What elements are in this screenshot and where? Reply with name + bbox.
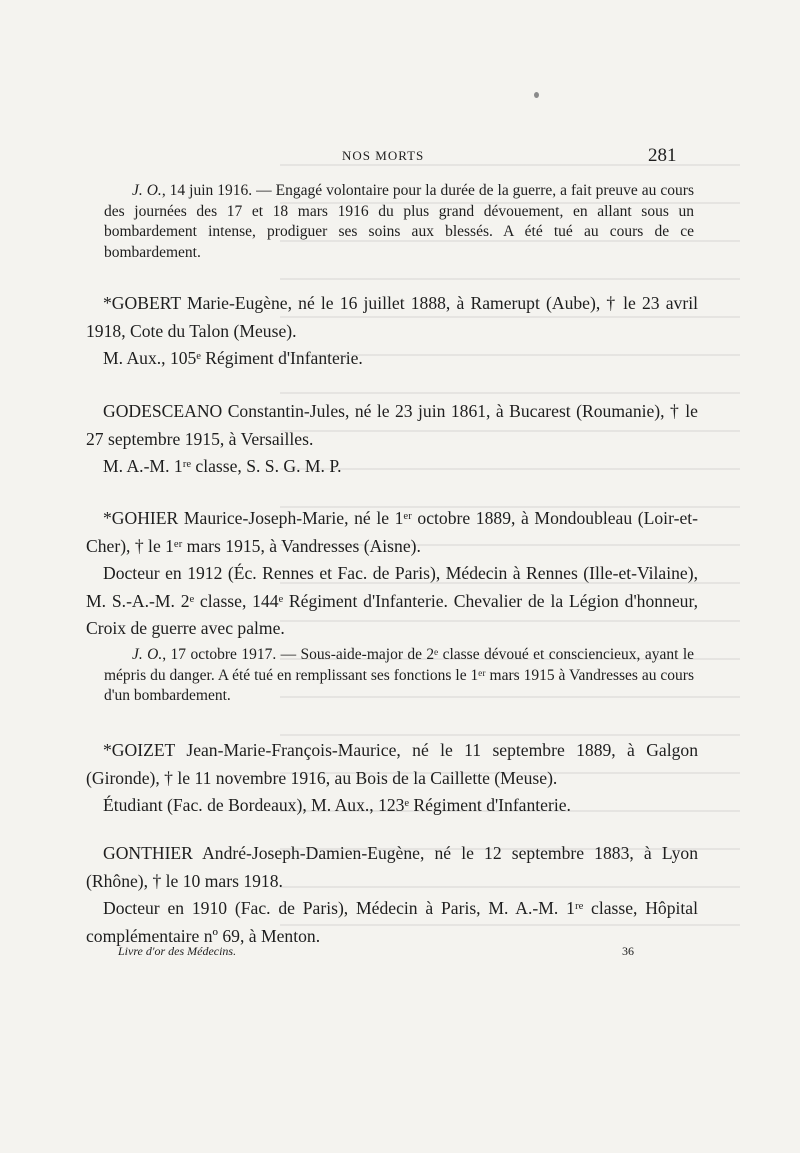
citation-block bbox=[104, 181, 694, 263]
citation-source: J. O. bbox=[132, 182, 162, 199]
entry-heading: *GOIZET Jean-Marie-François-Maurice, né le 11 septembre 1889, à Galgon (Gironde), † le 11 novembre 1916, au Bois de la Caillette (Meuse). bbox=[86, 740, 698, 788]
entry-detail: Étudiant (Fac. de Bordeaux), M. Aux., 123ᵉ Régiment d'Infanterie. bbox=[103, 795, 571, 815]
citation-source: J. O. bbox=[132, 646, 163, 663]
signature-mark: 36 bbox=[622, 944, 634, 958]
entry-godesceano bbox=[86, 398, 698, 481]
entry-heading: *GOHIER Maurice-Joseph-Marie, né le 1ᵉʳ octobre 1889, à Mondoubleau (Loir-et-Cher), † le 1ᵉʳ mars 1915, à Vandresses (Aisne). bbox=[86, 508, 698, 556]
running-title: NOS MORTS bbox=[342, 148, 425, 163]
entry-detail: M. Aux., 105ᵉ Régiment d'Infanterie. bbox=[103, 348, 363, 368]
entry-gohier bbox=[86, 505, 698, 643]
entry-gobert bbox=[86, 290, 698, 373]
citation-text: , 17 octobre 1917. — Sous-aide-major de 2ᵉ classe dévoué et consciencieux, ayant le mépris du danger. A été tué en remplissant ses fonctions le 1ᵉʳ mars 1915 à Vandresses au cours d'un bombardement. bbox=[104, 646, 695, 704]
ink-speck bbox=[534, 92, 539, 98]
entry-detail: Docteur en 1912 (Éc. Rennes et Fac. de Paris), Médecin à Rennes (Ille-et-Vilaine), M. S.-A.-M. 2ᵉ classe, 144ᵉ Régiment d'Infanterie. Chevalier de la Légion d'honneur, Croix de guerre avec palme. bbox=[86, 563, 698, 638]
signature-line: Livre d'or des Médecins. bbox=[118, 944, 237, 958]
entry-heading: *GOBERT Marie-Eugène, né le 16 juillet 1888, à Ramerupt (Aube), † le 23 avril 1918, Cote du Talon (Meuse). bbox=[86, 293, 698, 341]
entry-heading: GONTHIER André-Joseph-Damien-Eugène, né le 12 septembre 1883, à Lyon (Rhône), † le 10 mars 1918. bbox=[86, 843, 698, 891]
entry-detail: M. A.-M. 1ʳᵉ classe, S. S. G. M. P. bbox=[103, 456, 342, 476]
entry-gonthier bbox=[86, 840, 698, 950]
citation-block bbox=[104, 645, 694, 707]
entry-goizet bbox=[86, 737, 698, 820]
page-footer bbox=[0, 944, 800, 964]
page-header bbox=[0, 145, 800, 170]
entry-detail: Docteur en 1910 (Fac. de Paris), Médecin à Paris, M. A.-M. 1ʳᵉ classe, Hôpital complémentaire nº 69, à Menton. bbox=[86, 898, 698, 946]
page-number: 281 bbox=[648, 145, 677, 166]
entry-heading: GODESCEANO Constantin-Jules, né le 23 juin 1861, à Bucarest (Roumanie), † le 27 septembre 1915, à Versailles. bbox=[86, 401, 698, 449]
citation-text: , 14 juin 1916. — Engagé volontaire pour la durée de la guerre, a fait preuve au cours des journées des 17 et 18 mars 1916 du plus grand dévouement, en allant sous un bombardement intense, prodiguer ses soins aux blessés. A été tué au cours de ce bombardement. bbox=[104, 182, 694, 261]
